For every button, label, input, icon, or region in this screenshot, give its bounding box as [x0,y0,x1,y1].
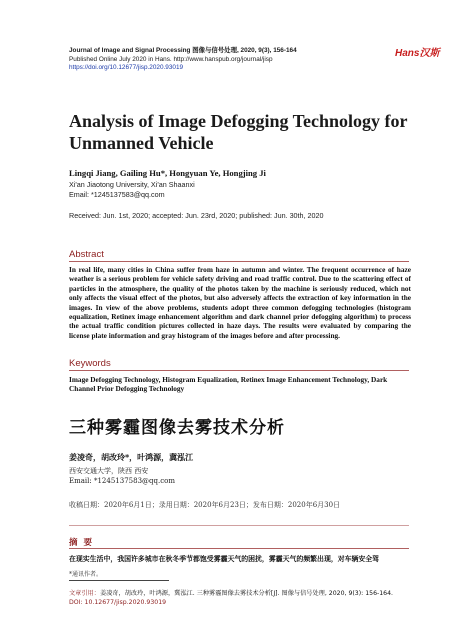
chinese-affiliation-block [69,467,175,486]
abstract-text: In real life, many cities in China suffer from haze in autumn and winter. The frequent occurrence of haze weather is a serious problem for vehicle safety driving and road traffic control. Due to the scattering effect of particles in the atmosphere, the quality of the photos taken by the machine is seriously reduced, which not only affects the visual effect of the photos, but also adversely affects the extraction of key information in the images. In view of the above problems, students adopt three common defogging technologies (histogram equalization, Retinex image enhancement algorithm and dark channel prior defogging algorithm) to process the actual traffic condition pictures collected in haze days. The results were evaluated by comparing the license plate information and gray histogram of the images before and after processing. [69,265,411,340]
keywords-heading: Keywords [69,358,111,369]
published-line: Published Online July 2020 in Hans. http://www.hanspub.org/journal/jisp [69,55,273,63]
citation-block [69,589,429,607]
chinese-abstract-rule [69,548,409,549]
citation-label: 文章引用： [69,590,100,597]
chinese-affiliation: 西安交通大学，陕西 西安 [69,467,149,475]
corresponding-author-note: *通讯作者。 [69,571,103,578]
abstract-heading: Abstract [69,249,104,260]
footnote-rule [69,580,169,581]
journal-header [69,47,409,73]
chinese-dates: 收稿日期：2020年6月1日；录用日期：2020年6月23日；发布日期：2020年6月30日 [69,501,341,509]
hans-logo: Hans汉斯 [395,48,440,59]
chinese-authors: 姜凌奇，胡改玲*，叶鸿源，冀泓江 [69,452,194,462]
chinese-email: Email: *1245137583@qq.com [69,476,175,485]
affiliation: Xi'an Jiaotong University, Xi'an Shaanxi [69,180,195,189]
chinese-abstract-line: 在现实生活中，我国许多城市在秋冬季节都饱受雾霾天气的困扰，雾霾天气的频繁出现，对车辆安全驾 [69,555,380,563]
chinese-dates-rule [69,525,409,526]
abstract-rule [69,261,409,262]
chinese-abstract-heading: 摘要 [69,538,99,548]
keywords-rule [69,370,409,371]
doi-link[interactable]: https://doi.org/10.12677/jisp.2020.93019 [69,64,184,72]
citation-body: 姜凌奇，胡改玲，叶鸿源，冀泓江. 三种雾霾图像去雾技术分析[J]. 图像与信号处理, 2020, 9(3): 156-164. [99,590,394,597]
received-dates: Received: Jun. 1st, 2020; accepted: Jun. 23rd, 2020; published: Jun. 30th, 2020 [69,211,324,220]
affiliation-block [69,180,195,199]
paper-title: Analysis of Image Defogging Technology for Unmanned Vehicle [69,111,408,153]
author-list: Lingqi Jiang, Gailing Hu*, Hongyuan Ye, Hongjing Ji [69,168,266,178]
citation-doi[interactable]: DOI: 10.12677/jisp.2020.93019 [69,599,167,606]
journal-line: Journal of Image and Signal Processing 图像与信号处理, 2020, 9(3), 156-164 [69,47,297,54]
chinese-title: 三种雾霾图像去雾技术分析 [69,418,285,438]
email: Email: *1245137583@qq.com [69,189,165,199]
keywords-text: Image Defogging Technology, Histogram Equalization, Retinex Image Enhancement Technology, Dark Channel Prior Defogging Technology [69,375,388,394]
